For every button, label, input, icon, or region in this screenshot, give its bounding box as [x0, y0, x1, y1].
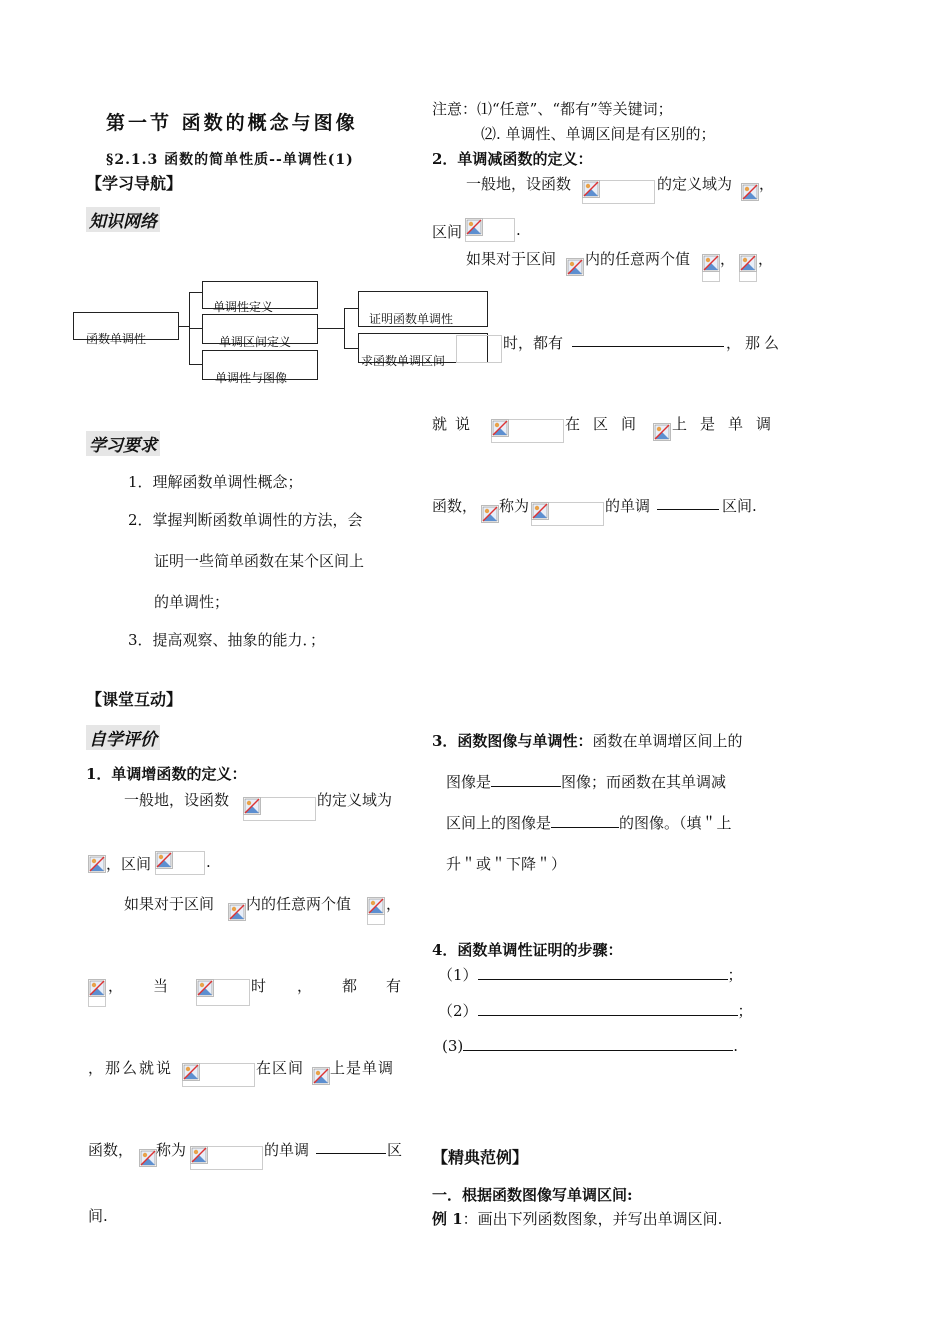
example-section-heading: 一．根据函数图像写单调区间:: [432, 1186, 633, 1204]
broken-image-icon: [228, 903, 246, 921]
broken-image-icon: [190, 1146, 208, 1164]
formula-image: [456, 335, 502, 363]
broken-image-icon: [491, 419, 509, 437]
requirement-item: 3．提高观察、抽象的能力．；: [128, 631, 326, 649]
broken-image-icon: [196, 979, 214, 997]
requirements-heading: 学习要求: [86, 431, 160, 456]
broken-image-icon: [88, 979, 106, 997]
diagram-root: 函数单调性: [73, 312, 179, 340]
proof-steps-heading: 4．函数单调性证明的步骤：: [432, 941, 623, 959]
increasing-def-heading: 1．单调增函数的定义：: [86, 765, 247, 783]
broken-image-icon: [139, 1149, 157, 1167]
broken-image-icon: [312, 1067, 330, 1085]
broken-image-icon: [88, 855, 106, 873]
guide-heading: 【学习导航】: [86, 174, 183, 193]
fill-blank[interactable]: [572, 332, 724, 347]
broken-image-icon: [582, 180, 600, 198]
knowledge-network-heading: 知识网络: [86, 207, 160, 232]
diagram-node-find: 求函数单调区间: [358, 333, 488, 363]
section-subtitle: §2.1.3 函数的简单性质--单调性(1): [106, 152, 354, 168]
broken-image-icon: [367, 897, 385, 915]
broken-image-icon: [653, 423, 671, 441]
fill-blank[interactable]: [491, 772, 561, 787]
requirement-item: 1．理解函数单调性概念；: [128, 473, 303, 491]
examples-heading: 【精典范例】: [432, 1148, 529, 1167]
broken-image-icon: [531, 502, 549, 520]
note-line: ⑵. 单调性、单调区间是有区别的；: [481, 125, 716, 143]
fill-blank[interactable]: [657, 495, 719, 510]
self-eval-heading: 自学评价: [86, 725, 160, 750]
requirement-item: 2．掌握判断函数单调性的方法，会: [128, 511, 363, 529]
requirement-item: 证明一些简单函数在某个区间上: [154, 552, 365, 570]
broken-image-icon: [182, 1063, 200, 1081]
fill-blank[interactable]: [551, 813, 619, 828]
requirement-item: 的单调性；: [154, 593, 230, 611]
broken-image-icon: [243, 797, 261, 815]
example-label: 例 1: [432, 1210, 463, 1228]
broken-image-icon: [155, 851, 173, 869]
fill-blank[interactable]: [463, 1036, 733, 1051]
broken-image-icon: [465, 218, 483, 236]
fill-blank[interactable]: [316, 1139, 386, 1154]
broken-image-icon: [566, 258, 584, 276]
broken-image-icon: [739, 254, 757, 272]
broken-image-icon: [702, 254, 720, 272]
diagram-node-proof: 证明函数单调性: [358, 291, 488, 327]
broken-image-icon: [481, 505, 499, 523]
diagram-node-graph: 单调性与图像: [202, 350, 318, 380]
fill-blank[interactable]: [478, 965, 728, 980]
broken-image-icon: [741, 183, 759, 201]
fill-blank[interactable]: [478, 1001, 738, 1016]
classroom-heading: 【课堂互动】: [86, 690, 183, 709]
note-line: 注意：⑴“任意”、“都有”等关键词；: [432, 100, 673, 118]
diagram-node-definition: 单调性定义: [202, 281, 318, 309]
diagram-node-interval: 单调区间定义: [202, 314, 318, 344]
graph-monotonic-heading: 3．函数图像与单调性：: [432, 732, 593, 750]
page-title: 第一节 函数的概念与图像: [106, 112, 358, 134]
decreasing-def-heading: 2．单调减函数的定义：: [432, 150, 593, 168]
